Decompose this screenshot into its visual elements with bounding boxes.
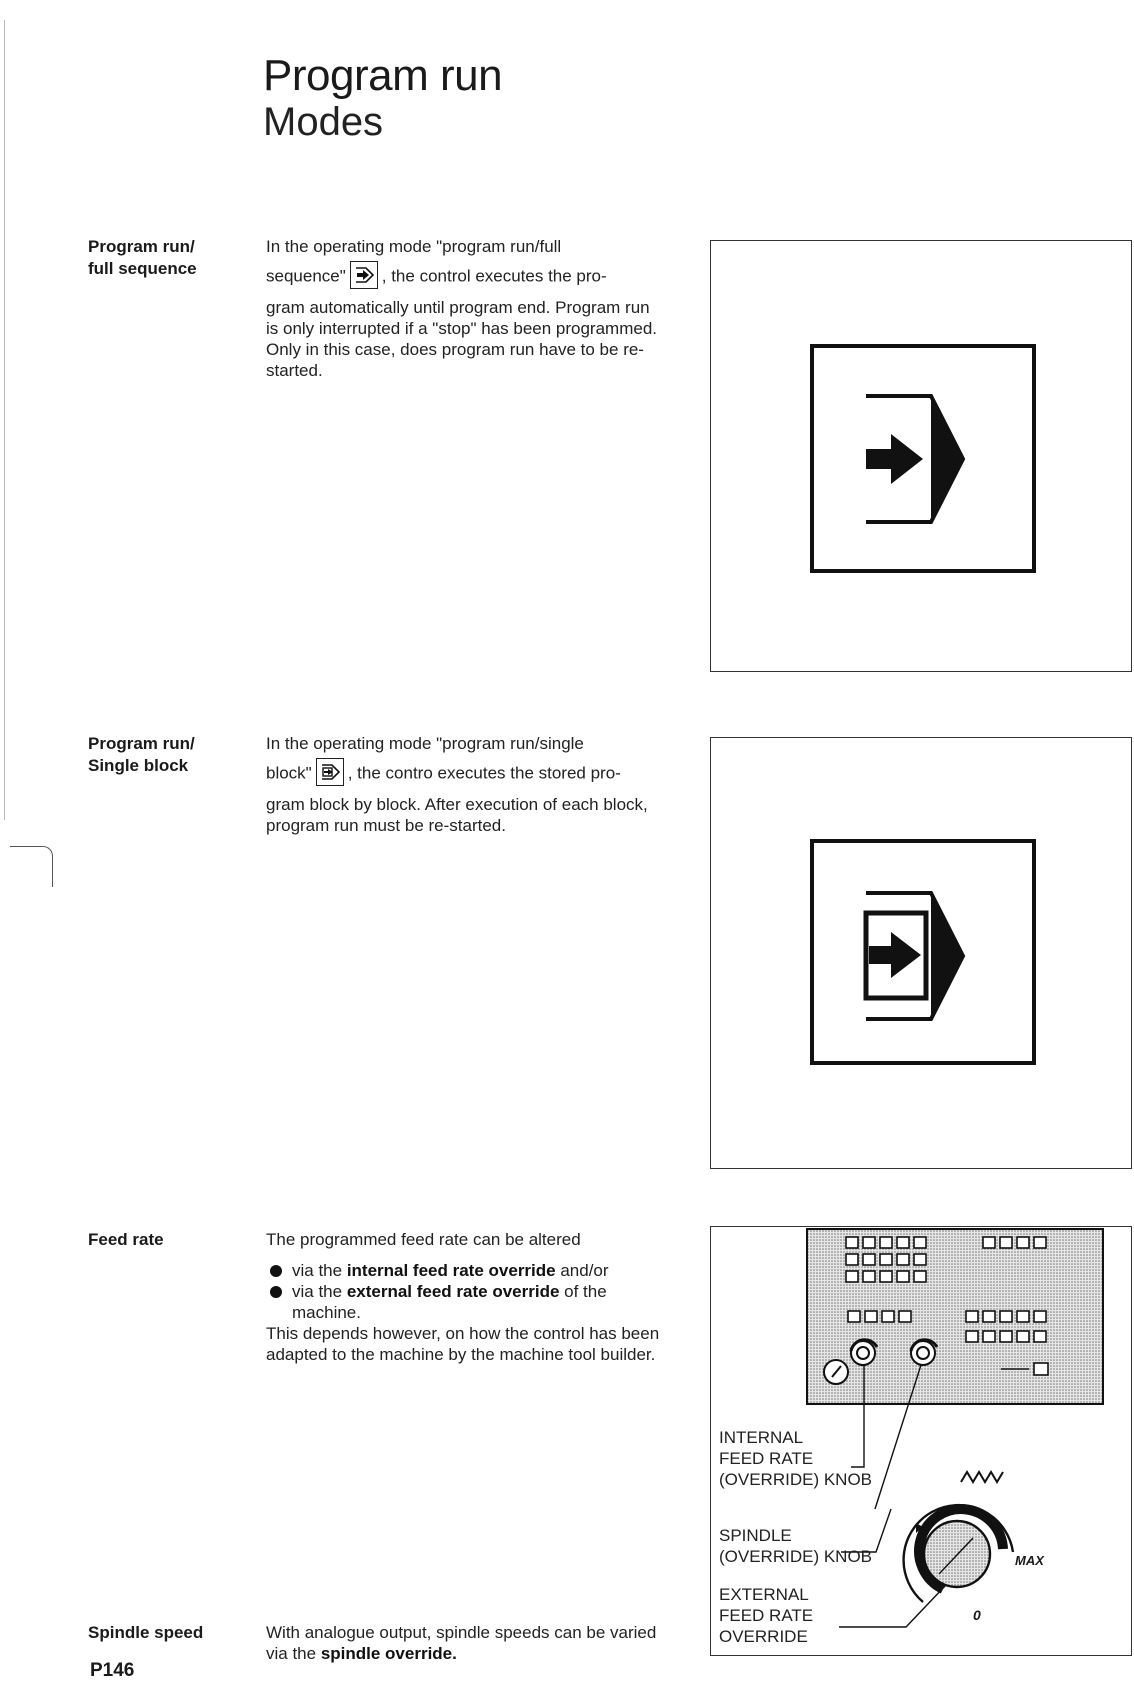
list-item: via the external feed rate override of the machine. — [266, 1281, 666, 1323]
label-spindle-knob: SPINDLE (OVERRIDE) KNOB — [719, 1526, 873, 1566]
margin-bracket — [10, 846, 53, 887]
section-heading-single-block: Program run/ Single block — [88, 734, 195, 775]
full-sequence-symbol-icon — [711, 241, 1131, 671]
page-subtitle: Modes — [263, 100, 384, 144]
section-text-full-sequence: In the operating mode "program run/full sequence" , the control executes the pro- gram automatically until program end. Program run is only interrupted if a "stop" has been programmed. Only in this case, does program run have to be re-started. — [266, 237, 657, 380]
single-block-symbol-icon — [711, 738, 1131, 1168]
section-text-single-block: In the operating mode "program run/single block" , the contro executes the stored pro- gram block by block. After execution of each block, program run must be re-started. — [266, 734, 648, 835]
list-item: via the internal feed rate override and/or — [266, 1260, 666, 1281]
section-text-spindle-speed: With analogue output, spindle speeds can be varied via the spindle override. — [266, 1623, 657, 1663]
figure-feed-rate-panel — [710, 1226, 1132, 1656]
label-internal-feed-knob: INTERNAL FEED RATE (OVERRIDE) KNOB — [719, 1428, 873, 1489]
section-heading-full-sequence: Program run/ full sequence — [88, 237, 197, 278]
section-text-feed-rate: The programmed feed rate can be altered via the internal feed rate override and/or via the external feed rate override of the machine. This depends however, on how the control has been adapted to the machine by the machine tool builder. — [266, 1229, 666, 1365]
page-number: P146 — [90, 1660, 135, 1681]
label-external-feed-override: EXTERNAL FEED RATE OVERRIDE — [719, 1585, 814, 1646]
dial-zero-label: 0 — [973, 1607, 981, 1623]
page-title: Program run — [263, 51, 503, 100]
figure-full-sequence — [710, 240, 1132, 672]
full-sequence-key-icon — [350, 261, 378, 289]
figure-single-block — [710, 737, 1132, 1169]
section-heading-spindle-speed: Spindle speed — [88, 1623, 204, 1642]
single-block-key-icon — [316, 758, 344, 786]
margin-rule — [4, 20, 5, 820]
feed-rate-bullet-list — [266, 1260, 666, 1323]
section-heading-feed-rate: Feed rate — [88, 1230, 164, 1249]
dial-max-label: MAX — [1015, 1553, 1044, 1568]
